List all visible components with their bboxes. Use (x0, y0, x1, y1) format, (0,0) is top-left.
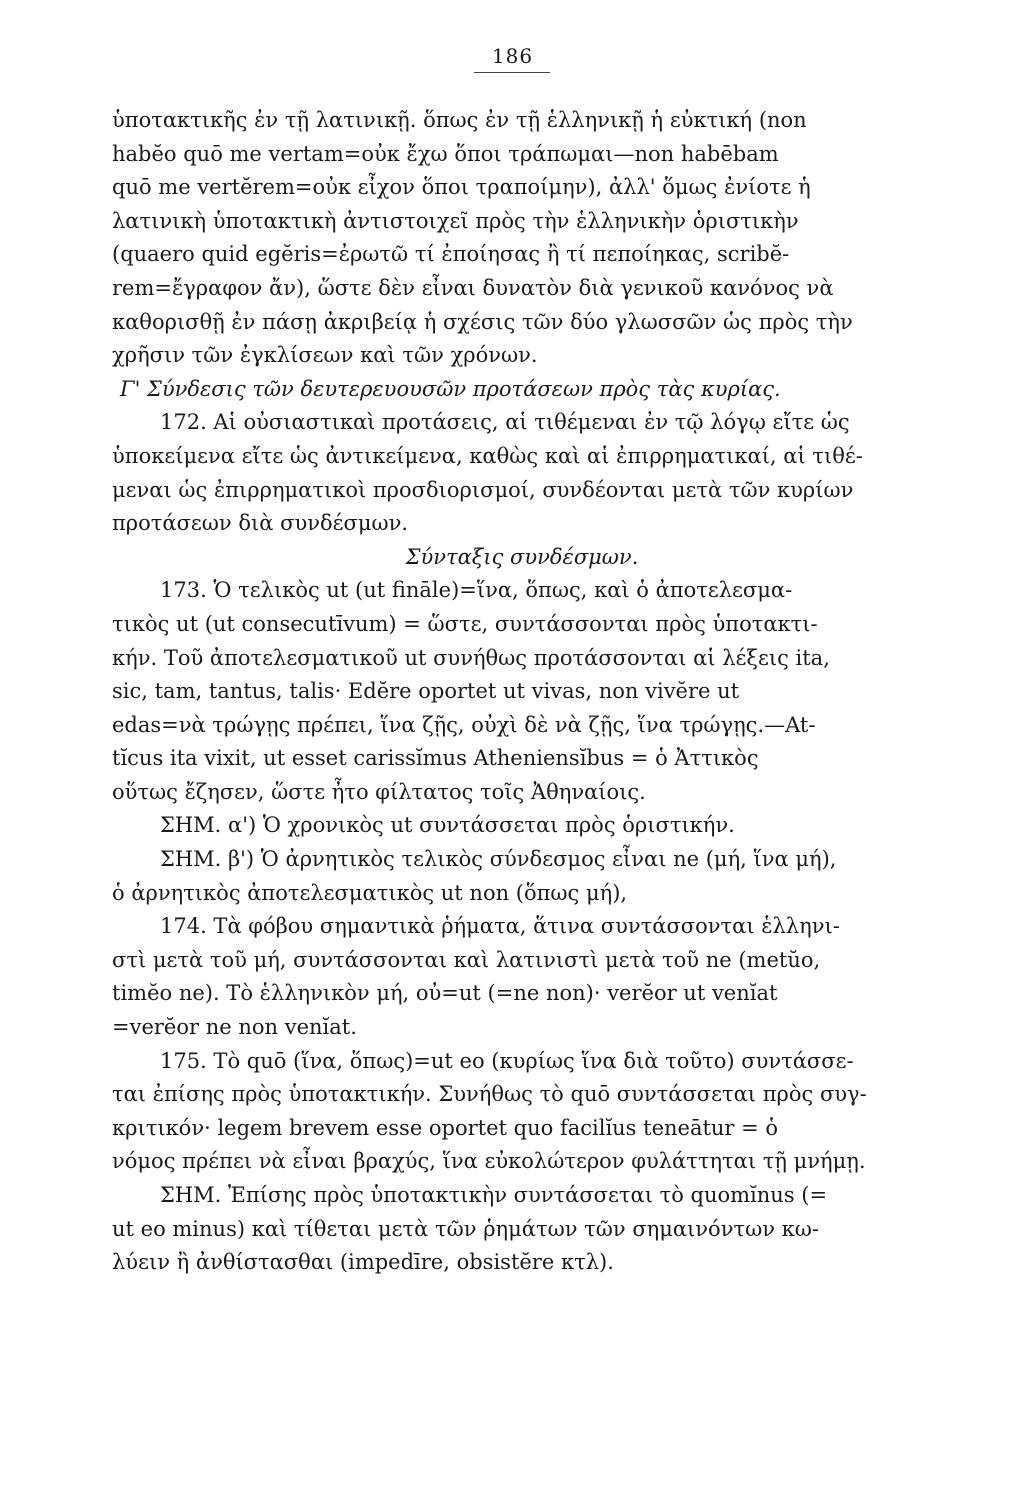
text-line: προτάσεων διὰ συνδέσμων. (112, 511, 409, 536)
text-line: rem=ἔγραφον ἄν), ὥστε δὲν εἶναι δυνατὸν διὰ γενικοῦ κανόνος νὰ (112, 275, 834, 300)
text-line: (quaero quid egĕris=ἐρωτῶ τί ἐποίησας ἢ τί πεποίηκας, scribĕ- (112, 242, 790, 267)
text-line: quō me vertĕrem=οὐκ εἶχον ὅποι τραποίμην), ἀλλ' ὅμως ἐνίοτε ἡ (112, 175, 811, 200)
text-line: edas=νὰ τρώγῃς πρέπει, ἵνα ζῇς, οὐχὶ δὲ νὰ ζῇς, ἵνα τρώγῃς.—At- (112, 712, 816, 737)
text-line: χρῆσιν τῶν ἐγκλίσεων καὶ τῶν χρόνων. (112, 343, 538, 368)
header-rule (474, 72, 550, 73)
text-line: κριτικόν· legem brevem esse oportet quo facilĭus teneātur = ὁ (112, 1115, 779, 1140)
text-line: ut eo minus) καὶ τίθεται μετὰ τῶν ῥημάτων τῶν σημαινόντων κω- (112, 1216, 819, 1241)
text-line: οὕτως ἔζησεν, ὥστε ἦτο φίλτατος τοῖς Ἀθηναίοις. (112, 779, 646, 804)
paragraph-173-start: 173. Ὁ τελικὸς ut (ut fināle)=ἵνα, ὅπως, καὶ ὁ ἀποτελεσμα- (160, 578, 793, 603)
text-line: =verĕor ne non venĭat. (112, 1015, 357, 1040)
text-line: habĕo quō me vertam=οὐκ ἔχω ὅποι τράπωμαι—non habēbam (112, 141, 779, 166)
text-line: tĭcus ita vixit, ut esset carissĭmus Atheniensĭbus = ὁ Ἀττικὸς (112, 746, 759, 771)
page-number: 186 (491, 44, 534, 68)
text-line: λύειν ἢ ἀνθίστασθαι (impedīre, obsistĕre κτλ). (112, 1250, 614, 1275)
note-beta: ΣΗΜ. β') Ὁ ἀρνητικὸς τελικὸς σύνδεσμος εἶναι ne (μή, ἵνα μή), (160, 847, 837, 872)
text-line: ὁ ἀρνητικὸς ἀποτελεσματικὸς ut non (ὅπως μή), (112, 880, 628, 905)
text-line: μεναι ὡς ἐπιρρηματικοὶ προσδιορισμοί, συνδέονται μετὰ τῶν κυρίων (112, 477, 854, 502)
section-heading-g: Γ' Σύνδεσις τῶν δευτερευουσῶν προτάσεων πρὸς τὰς κυρίας. (120, 376, 781, 401)
text-line: ται ἐπίσης πρὸς ὑποτακτικήν. Συνήθως τὸ quō συντάσσεται πρὸς συγ- (112, 1082, 867, 1107)
text-line: λατινικὴ ὑποτακτικὴ ἀντιστοιχεῖ πρὸς τὴν ἑλληνικὴν ὁριστικὴν (112, 208, 799, 233)
text-line: ὑποκείμενα εἴτε ὡς ἀντικείμενα, καθὼς καὶ αἱ ἐπιρρηματικαί, αἱ τιθέ- (112, 443, 863, 468)
paragraph-174-start: 174. Τὰ φόβου σημαντικὰ ῥήματα, ἅτινα συντάσσονται ἑλληνι- (160, 914, 840, 939)
body-text (112, 104, 932, 1280)
paragraph-172-start: 172. Αἱ οὐσιαστικαὶ προτάσεις, αἱ τιθέμεναι ἐν τῷ λόγῳ εἴτε ὡς (160, 410, 850, 435)
text-line: timĕo ne). Τὸ ἑλληνικὸν μή, οὐ=ut (=ne non)· verĕor ut venĭat (112, 981, 778, 1006)
text-line: νόμος πρέπει νὰ εἶναι βραχύς, ἵνα εὐκολώτερον φυλάττηται τῇ μνήμῃ. (112, 1149, 866, 1174)
text-line: στὶ μετὰ τοῦ μή, συντάσσονται καὶ λατινιστὶ μετὰ τοῦ ne (metŭo, (112, 947, 821, 972)
text-line: τικὸς ut (ut consecutīvum) = ὥστε, συντάσσονται πρὸς ὑποτακτι- (112, 611, 818, 636)
text-line: καθορισθῇ ἐν πάσῃ ἀκριβείᾳ ἡ σχέσις τῶν δύο γλωσσῶν ὡς πρὸς τὴν (112, 309, 853, 334)
paragraph-175-start: 175. Τὸ quō (ἵνα, ὅπως)=ut eo (κυρίως ἵνα διὰ τοῦτο) συντάσσε- (160, 1048, 854, 1073)
text-line: ὑποτακτικῆς ἐν τῇ λατινικῇ. ὅπως ἐν τῇ ἑλληνικῇ ἡ εὐκτική (non (112, 108, 807, 132)
subheading-syntaxis: Σύνταξις συνδέσμων. (405, 544, 639, 569)
note-alpha: ΣΗΜ. α') Ὁ χρονικὸς ut συντάσσεται πρὸς ὁριστικήν. (160, 813, 735, 838)
text-line: sic, tam, tantus, talis· Edĕre oportet ut vivas, non vivĕre ut (112, 679, 740, 704)
text-line: κήν. Τοῦ ἀποτελεσματικοῦ ut συνήθως προτάσσονται αἱ λέξεις ita, (112, 645, 830, 670)
note-sem: ΣΗΜ. Ἐπίσης πρὸς ὑποτακτικὴν συντάσσεται τὸ quomĭnus (= (160, 1183, 828, 1207)
